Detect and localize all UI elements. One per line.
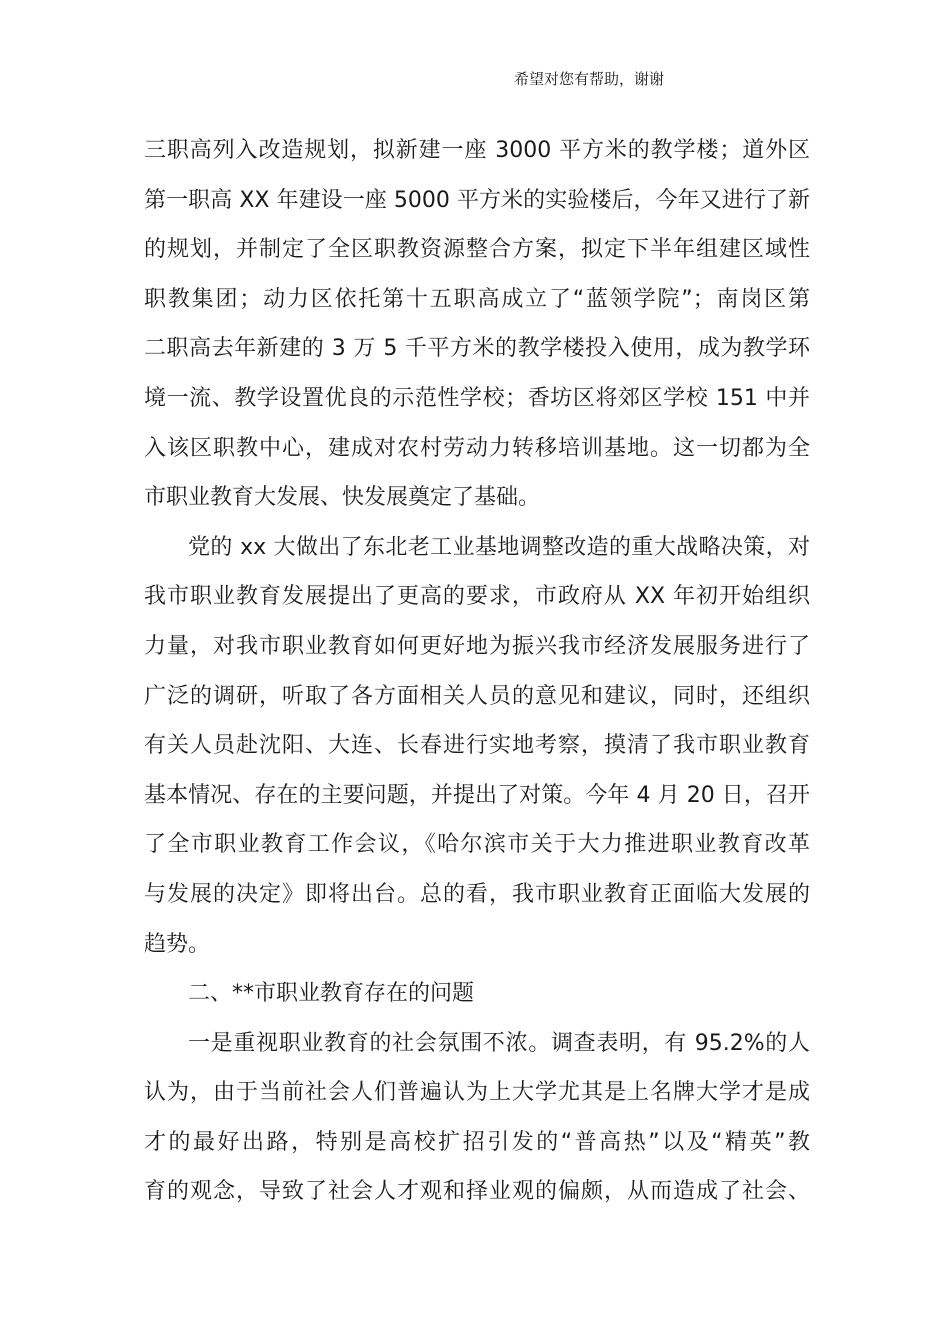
paragraph-start-line: 一是重视职业教育的社会氛围不浓。调查表明，有 95.2%的人 xyxy=(188,1030,810,1056)
text-line: 境一流、教学设置优良的示范性学校；香坊区将郊区学校 151 中并 xyxy=(144,385,810,411)
text-line: 与发展的决定》即将出台。总的看，我市职业教育正面临大发展的 xyxy=(144,881,810,907)
text-line: 第一职高 XX 年建设一座 5000 平方米的实验楼后，今年又进行了新 xyxy=(144,187,810,213)
text-line: 职教集团；动力区依托第十五职高成立了“蓝领学院”；南岗区第 xyxy=(144,286,810,312)
text-line: 二职高去年新建的 3 万 5 千平方米的教学楼投入使用，成为教学环 xyxy=(144,336,810,362)
text-line: 三职高列入改造规划，拟新建一座 3000 平方米的教学楼；道外区 xyxy=(144,138,810,163)
header-note: 希望对您有帮助，谢谢 xyxy=(514,70,665,88)
text-line: 才的最好出路，特别是高校扩招引发的“普高热”以及“精英”教 xyxy=(144,1129,810,1155)
text-line: 广泛的调研，听取了各方面相关人员的意见和建议，同时，还组织 xyxy=(144,683,810,709)
text-line: 力量，对我市职业教育如何更好地为振兴我市经济发展服务进行了 xyxy=(144,633,810,659)
text-line: 认为，由于当前社会人们普遍认为上大学尤其是上名牌大学才是成 xyxy=(144,1080,810,1106)
section-heading: 二、**市职业教育存在的问题 xyxy=(188,981,475,1007)
text-line: 有关人员赴沈阳、大连、长春进行实地考察，摸清了我市职业教育 xyxy=(144,733,810,759)
text-line: 了全市职业教育工作会议，《哈尔滨市关于大力推进职业教育改革 xyxy=(144,832,810,858)
document-body xyxy=(144,126,810,1217)
paragraph-end-line: 市职业教育大发展、快发展奠定了基础。 xyxy=(144,485,541,511)
text-line: 基本情况、存在的主要问题，并提出了对策。今年 4 月 20 日，召开 xyxy=(144,782,810,808)
paragraph-end-line: 趋势。 xyxy=(144,931,211,957)
text-line: 育的观念，导致了社会人才观和择业观的偏颇，从而造成了社会、 xyxy=(144,1179,810,1205)
text-line: 的规划，并制定了全区职教资源整合方案，拟定下半年组建区域性 xyxy=(144,237,810,263)
text-line: 入该区职教中心，建成对农村劳动力转移培训基地。这一切都为全 xyxy=(144,435,810,461)
paragraph-start-line: 党的 xx 大做出了东北老工业基地调整改造的重大战略决策，对 xyxy=(188,534,810,560)
text-line: 我市职业教育发展提出了更高的要求，市政府从 XX 年初开始组织 xyxy=(144,584,810,610)
